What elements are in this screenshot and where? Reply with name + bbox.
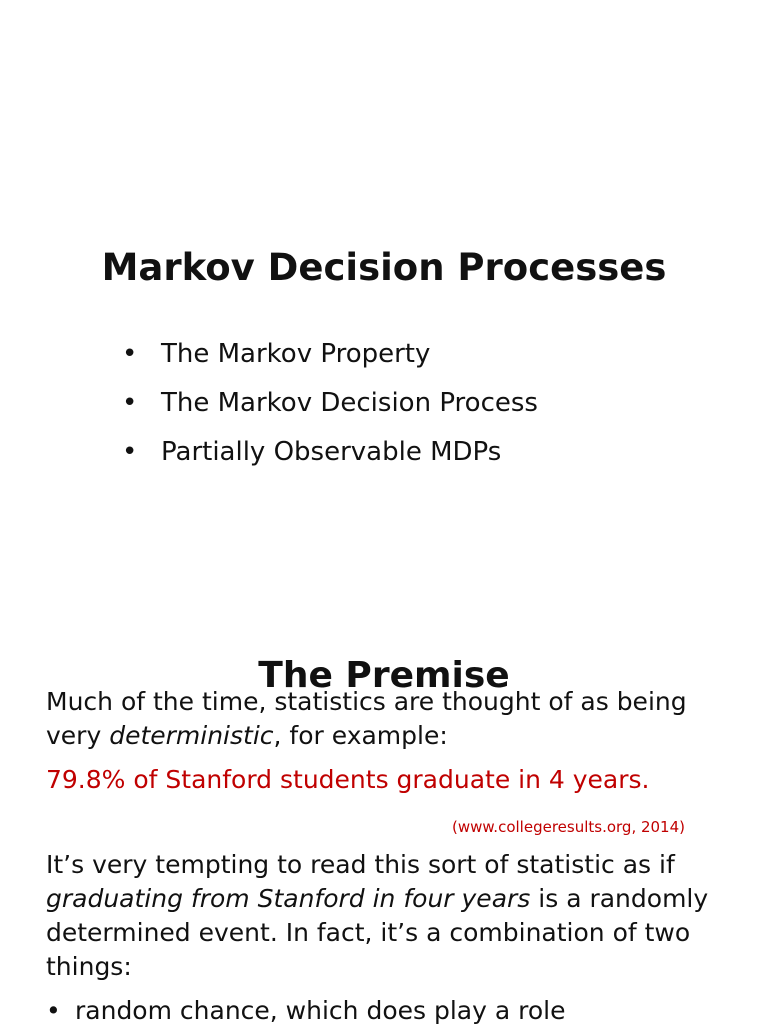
source-citation: (www.collegeresults.org, 2014) [452,818,685,836]
slide-title: The Premise [258,654,510,696]
bullet-item [122,379,538,428]
bullet-list [122,330,538,477]
slide-the-premise [0,576,768,1024]
bullet-marker: • [122,388,138,418]
explanation-emphasis: graduating from Stanford in four years [46,884,531,913]
bullet-list [46,994,565,1024]
bullet-text: The Markov Property [161,339,431,369]
bullet-text: Partially Observable MDPs [161,437,502,467]
explanation-paragraph [46,848,736,984]
bullet-item [122,330,538,379]
explanation-text-start: It’s very tempting to read this sort of statistic as if [46,850,675,879]
intro-emphasis: deterministic [109,721,274,750]
explanation-text-end: is a randomly determined event. In fact, it’s a combination of two things: [46,884,709,981]
intro-paragraph [46,685,736,753]
slide-title: Markov Decision Processes [101,245,667,289]
intro-text-start: Much of the time, statistics are thought of as being very [46,687,687,750]
bullet-text: random chance, which does play a role [75,996,566,1024]
bullet-marker: • [122,437,138,467]
statistic-highlight: 79.8% of Stanford students graduate in 4 years. [46,765,650,794]
intro-text-end: , for example: [273,721,448,750]
bullet-text: The Markov Decision Process [161,388,538,418]
bullet-item [46,994,565,1024]
bullet-item [122,428,538,477]
bullet-marker: • [46,996,61,1024]
bullet-marker: • [122,339,138,369]
